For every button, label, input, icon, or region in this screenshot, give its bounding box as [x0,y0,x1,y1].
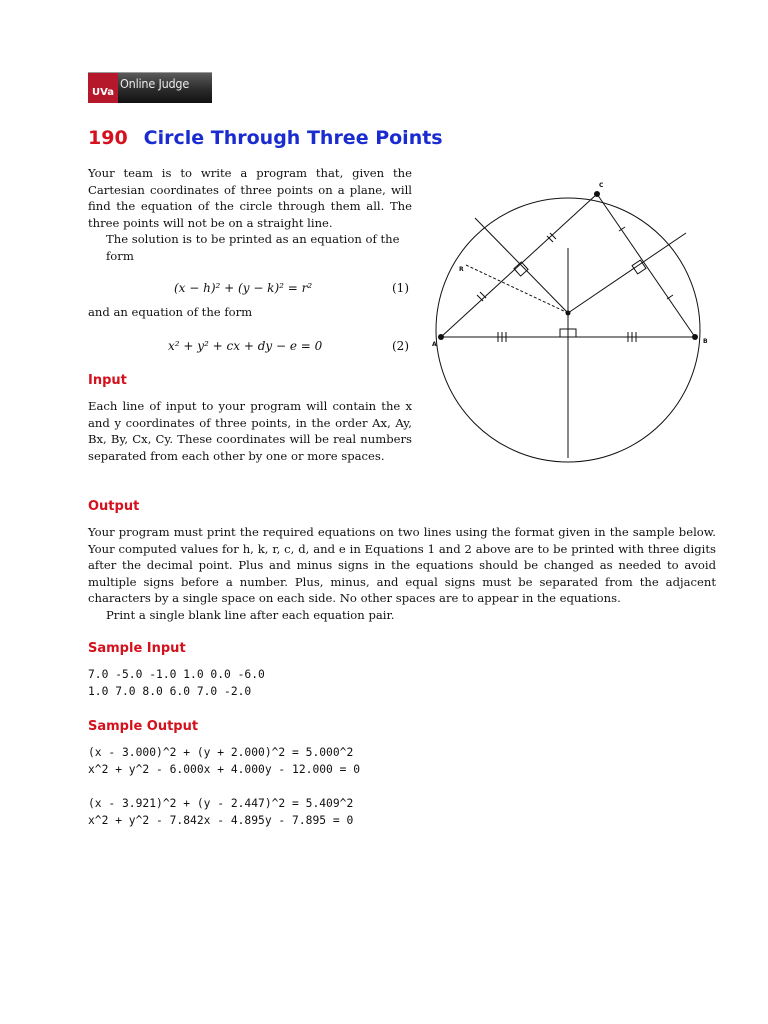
logo-text: Online Judge [120,76,190,91]
bisector-cb [568,233,686,313]
point-a [438,334,444,340]
label-a: A [432,341,437,348]
circle-diagram [428,178,718,480]
equation-1-number: (1) [392,281,409,295]
logo-badge: UVa [88,73,118,103]
output-text: Your program must print the required equations on two lines using the format given in the sample below. Your computed values for h, k, r, c, d, and e in Equations 1 and 2 above are to be printed with three digits after the decimal point. Plus and minus signs in the equations should be changed as needed to avoid multiple signs before a number. Plus, minus, and equal signs must be separated from the adjacent characters by a single space on each side. No other spaces are to appear in the equations. [88,525,716,605]
input-text: Each line of input to your program will contain the x and y coordinates of three points, in the order Ax, Ay, Bx, By, Cx, Cy. These coordinates will be real numbers separated from each other by one or more spaces. [88,399,412,463]
problem-title [88,127,443,149]
point-c [594,191,600,197]
intro-form-text: The solution is to be printed as an equation of the form [106,232,400,263]
side-cb [597,194,695,337]
sample-output-line-2: x^2 + y^2 - 6.000x + 4.000y - 12.000 = 0 [88,763,361,776]
output-heading: Output [88,499,140,514]
input-heading: Input [88,373,127,388]
sample-output-heading: Sample Output [88,719,199,734]
sample-input-line-2: 1.0 7.0 8.0 6.0 7.0 -2.0 [88,685,252,698]
bisector-ac [475,218,568,313]
uva-online-judge-logo [88,72,212,103]
label-b: B [703,338,708,345]
sample-output-line-5: x^2 + y^2 - 7.842x - 4.895y - 7.895 = 0 [88,814,354,827]
problem-number: 190 [88,127,128,149]
ticks-ac-lower [477,292,486,301]
sample-output-line-4: (x - 3.921)^2 + (y - 2.447)^2 = 5.409^2 [88,797,354,810]
sample-input-line-1: 7.0 -5.0 -1.0 1.0 0.0 -6.0 [88,668,265,681]
side-ac [441,194,597,337]
point-b [692,334,698,340]
equation-2: x² + y² + cx + dy − e = 0 [168,339,323,353]
and-form-text: and an equation of the form [88,305,253,319]
sample-output-line-1: (x - 3.000)^2 + (y + 2.000)^2 = 5.000^2 [88,746,354,759]
equation-2-number: (2) [392,339,409,353]
point-center [566,311,571,316]
equation-1: (x − h)² + (y − k)² = r² [174,281,313,295]
sample-input-heading: Sample Input [88,641,186,656]
problem-name: Circle Through Three Points [143,127,443,149]
label-r: R [459,266,464,273]
output-text-2: Print a single blank line after each equation pair. [106,608,395,622]
ticks-ac-upper [547,233,556,242]
intro-paragraph: Your team is to write a program that, given the Cartesian coordinates of three points on a plane, will find the equation of the circle through them all. The three points will not be on a straight line. [88,166,412,230]
label-c: C [599,182,604,189]
